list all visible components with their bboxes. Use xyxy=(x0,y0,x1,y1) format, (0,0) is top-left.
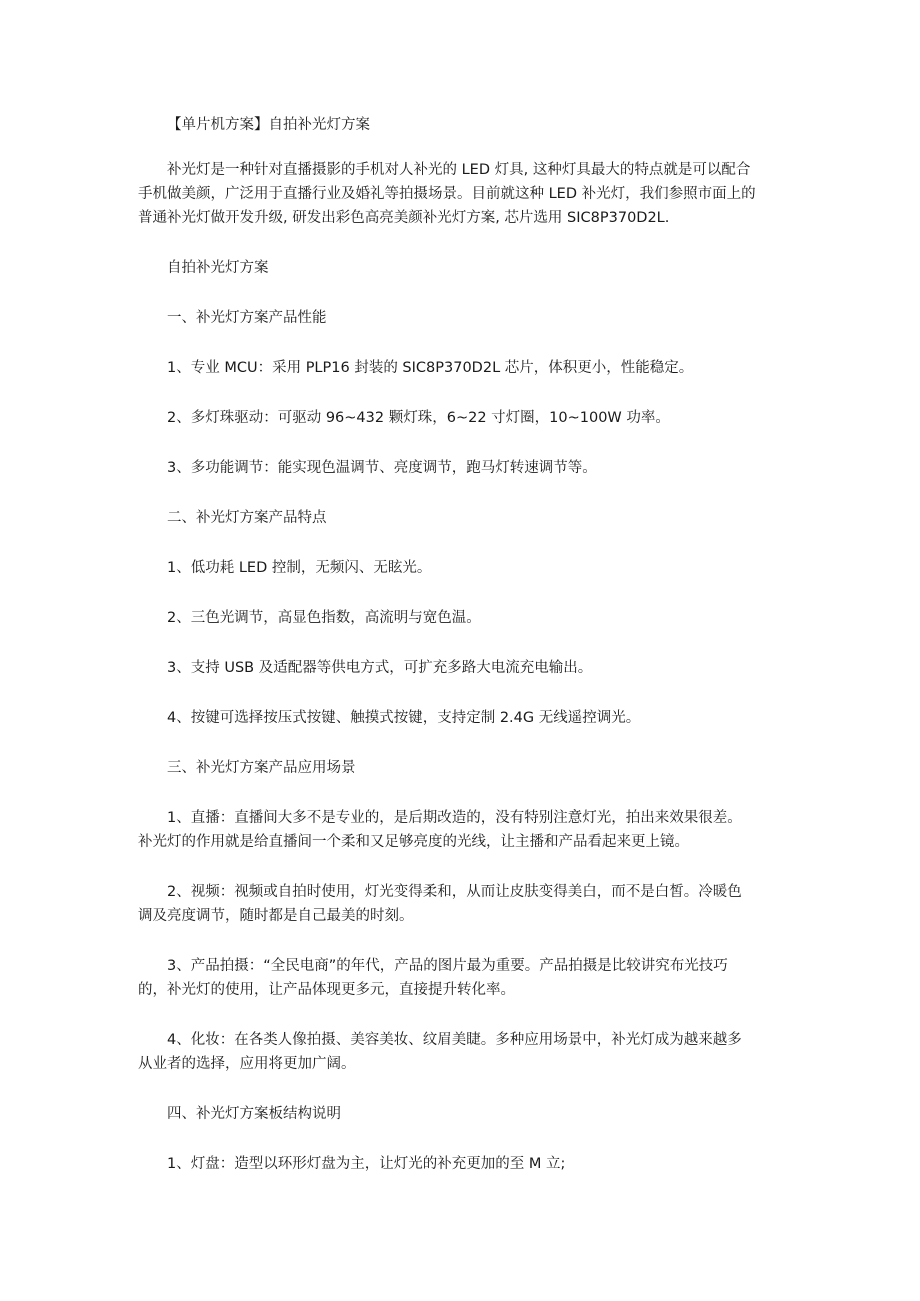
spacer xyxy=(138,480,782,506)
section4-item-1: 1、灯盘：造型以环形灯盘为主，让灯光的补充更加的至 M 立; xyxy=(167,1156,566,1172)
section2-item-2: 2、三色光调节，高显色指数，高流明与宽色温。 xyxy=(167,610,481,626)
section-heading-2: 二、补光灯方案产品特点 xyxy=(167,510,327,526)
spacer xyxy=(138,380,782,406)
intro-line-3: 普通补光灯做开发升级, 研发出彩色高亮美颜补光灯方案, 芯片选用 SIC8P370D2L. xyxy=(138,210,670,226)
section-heading-1: 一、补光灯方案产品性能 xyxy=(167,310,327,326)
section3-item-4 xyxy=(138,1028,782,1076)
spacer xyxy=(138,330,782,356)
section3-item-1-line-1: 1、直播：直播间大多不是专业的，是后期改造的，没有特别注意灯光，拍出来效果很差。 xyxy=(167,810,742,826)
spacer xyxy=(138,580,782,606)
section3-item-4-line-1: 4、化妆：在各类人像拍摄、美容美妆、纹眉美睫。多种应用场景中，补光灯成为越来越多 xyxy=(167,1032,742,1048)
subtitle: 自拍补光灯方案 xyxy=(167,260,269,276)
section-heading-4: 四、补光灯方案板结构说明 xyxy=(167,1106,341,1122)
section2-item-3: 3、支持 USB 及适配器等供电方式，可扩充多路大电流充电输出。 xyxy=(167,660,593,676)
section2-item-4: 4、按键可选择按压式按键、触摸式按键，支持定制 2.4G 无线遥控调光。 xyxy=(167,710,641,726)
section1-item-1: 1、专业 MCU：采用 PLP16 封装的 SIC8P370D2L 芯片，体积更小，性能稳定。 xyxy=(167,360,694,376)
document-title: 【单片机方案】自拍补光灯方案 xyxy=(167,117,370,133)
spacer xyxy=(138,1002,782,1028)
section3-item-1 xyxy=(138,806,782,854)
spacer xyxy=(138,680,782,706)
intro-line-2: 手机做美颜，广泛用于直播行业及婚礼等拍摄场景。目前就这种 LED 补光灯，我们参照市面上的 xyxy=(138,186,756,202)
section-heading-3: 三、补光灯方案产品应用场景 xyxy=(167,760,356,776)
section3-item-3-line-2: 的，补光灯的使用，让产品体现更多元，直接提升转化率。 xyxy=(138,982,515,998)
spacer xyxy=(138,928,782,954)
section3-item-2-line-2: 调及亮度调节，随时都是自己最美的时刻。 xyxy=(138,908,414,924)
spacer xyxy=(138,780,782,806)
section3-item-3-line-1: 3、产品拍摄：“全民电商”的年代，产品的图片最为重要。产品拍摄是比较讲究布光技巧 xyxy=(167,958,728,974)
spacer xyxy=(138,230,782,256)
intro-line-1: 补光灯是一种针对直播摄影的手机对人补光的 LED 灯具, 这种灯具最大的特点就是可以配合 xyxy=(167,162,751,178)
section1-item-2: 2、多灯珠驱动：可驱动 96~432 颗灯珠，6~22 寸灯圈，10~100W 功率。 xyxy=(167,410,670,426)
spacer xyxy=(138,730,782,756)
section3-item-3 xyxy=(138,954,782,1002)
section3-item-1-line-2: 补光灯的作用就是给直播间一个柔和又足够亮度的光线，让主播和产品看起来更上镜。 xyxy=(138,834,689,850)
section1-item-3: 3、多功能调节：能实现色温调节、亮度调节，跑马灯转速调节等。 xyxy=(167,460,597,476)
section3-item-4-line-2: 从业者的选择，应用将更加广阔。 xyxy=(138,1056,356,1072)
spacer xyxy=(138,280,782,306)
spacer xyxy=(138,630,782,656)
section2-item-1: 1、低功耗 LED 控制，无频闪、无眩光。 xyxy=(167,560,432,576)
spacer xyxy=(138,854,782,880)
spacer xyxy=(138,137,782,158)
section3-item-2-line-1: 2、视频：视频或自拍时使用，灯光变得柔和，从而让皮肤变得美白，而不是白皙。冷暖色 xyxy=(167,884,742,900)
spacer xyxy=(138,530,782,556)
spacer xyxy=(138,1076,782,1102)
intro-paragraph xyxy=(138,158,782,230)
spacer xyxy=(138,1126,782,1152)
spacer xyxy=(138,430,782,456)
section3-item-2 xyxy=(138,880,782,928)
